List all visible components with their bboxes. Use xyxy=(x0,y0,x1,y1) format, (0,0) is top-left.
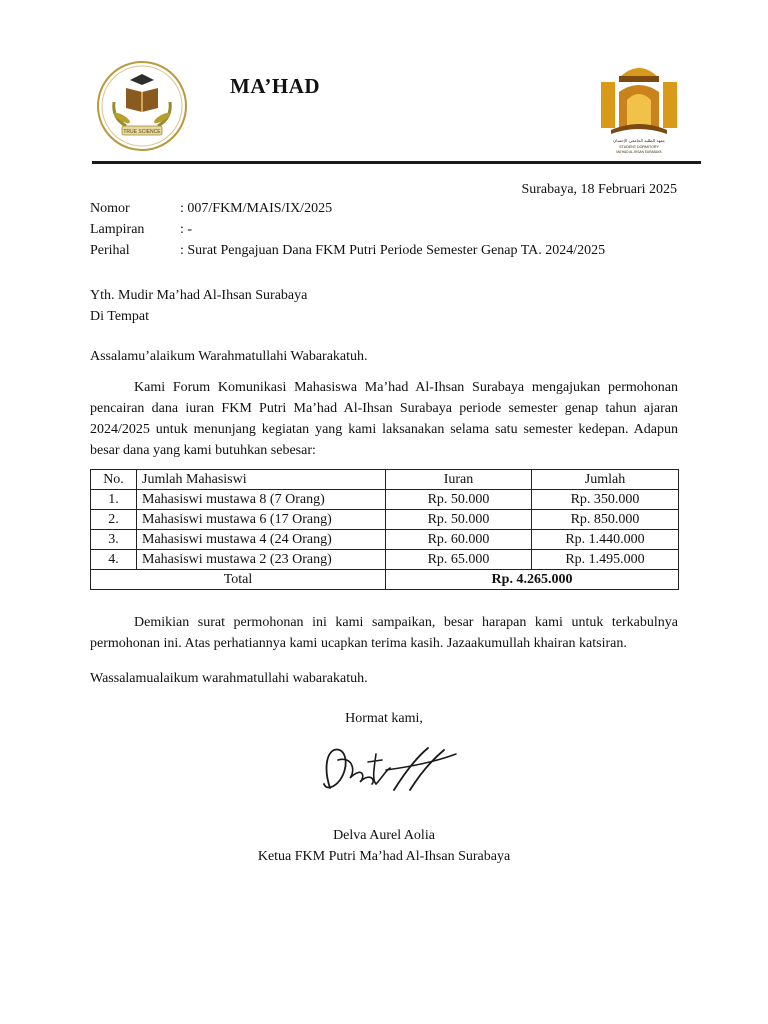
total-label: Total xyxy=(91,570,386,590)
meta-label: Perihal xyxy=(90,243,130,258)
table-row xyxy=(91,530,679,550)
logo-arabic-text: معهد الطلبة الجامعي الإحسان xyxy=(613,138,665,143)
column-header: Iuran xyxy=(386,470,532,490)
logo-text-line-2: STUDENT DORMITORY xyxy=(619,145,659,149)
mahad-building-logo xyxy=(597,58,681,158)
table-cell: Mahasiswi mustawa 8 (7 Orang) xyxy=(137,490,386,510)
opening-greeting: Assalamu’alaikum Warahmatullahi Wabarakatuh. xyxy=(90,349,368,364)
signature-image xyxy=(316,740,462,800)
table-cell: Mahasiswi mustawa 4 (24 Orang) xyxy=(137,530,386,550)
table-cell: 2. xyxy=(91,510,137,530)
logo-text-line-3: MA'HAD AL-IHSAN SURABAYA xyxy=(616,150,662,154)
meta-label: Nomor xyxy=(90,201,130,216)
body-paragraph-1: Kami Forum Komunikasi Mahasiswa Ma’had Al-Ihsan Surabaya mengajukan permohonan pencairan dana iuran FKM Putri Ma’had Al-Ihsan Surabaya periode semester genap tahun ajaran 2024/2025 untuk menunjang kegiatan yang kami laksanakan selama satu semester kedepan. Adapun besar dana yang kami butuhkan sebesar: xyxy=(90,380,678,458)
meta-label: Lampiran xyxy=(90,222,145,237)
table-row xyxy=(91,490,679,510)
letterhead-title: MA’HAD xyxy=(230,74,321,98)
total-value: Rp. 4.265.000 xyxy=(386,570,679,590)
meta-value: : Surat Pengajuan Dana FKM Putri Periode Semester Genap TA. 2024/2025 xyxy=(180,243,606,258)
table-cell: Rp. 60.000 xyxy=(386,530,532,550)
table-row xyxy=(91,550,679,570)
table-cell: Rp. 850.000 xyxy=(532,510,679,530)
table-cell: Rp. 1.440.000 xyxy=(532,530,679,550)
table-cell: 3. xyxy=(91,530,137,550)
table-cell: 4. xyxy=(91,550,137,570)
table-cell: Mahasiswi mustawa 2 (23 Orang) xyxy=(137,550,386,570)
closing-greeting: Wassalamualaikum warahmatullahi wabarakatuh. xyxy=(90,671,368,686)
meta-value: : 007/FKM/MAIS/IX/2025 xyxy=(180,201,333,216)
column-header: Jumlah xyxy=(532,470,679,490)
table-cell: Rp. 65.000 xyxy=(386,550,532,570)
recipient xyxy=(90,285,678,327)
column-header: Jumlah Mahasiswi xyxy=(137,470,386,490)
table-row xyxy=(91,510,679,530)
body-paragraph-2: Demikian surat permohonan ini kami sampaikan, besar harapan kami untuk terkabulnya permohonan ini. Atas perhatiannya kami ucapkan terima kasih. Jazaakumullah khairan katsiran. xyxy=(90,615,678,651)
place-date: Surabaya, 18 Februari 2025 xyxy=(521,182,677,197)
table-cell: Mahasiswi mustawa 6 (17 Orang) xyxy=(137,510,386,530)
table-total-row xyxy=(91,570,679,590)
table-cell: 1. xyxy=(91,490,137,510)
table-cell: Rp. 350.000 xyxy=(532,490,679,510)
closing-phrase: Hormat kami, xyxy=(345,711,423,726)
letter-meta xyxy=(90,201,605,264)
meta-row-lampiran xyxy=(90,222,605,243)
logo-motto: TRUE SCIENCE xyxy=(123,129,161,135)
table-cell: Rp. 50.000 xyxy=(386,510,532,530)
meta-value: : - xyxy=(180,222,193,237)
recipient-line-1: Yth. Mudir Ma’had Al-Ihsan Surabaya xyxy=(90,288,308,303)
recipient-line-2: Di Tempat xyxy=(90,309,150,324)
column-header: No. xyxy=(91,470,137,490)
signer-title: Ketua FKM Putri Ma’had Al-Ihsan Surabaya xyxy=(257,849,511,864)
institution-seal-logo xyxy=(96,58,188,154)
signer-name: Delva Aurel Aolia xyxy=(333,828,435,843)
meta-row-perihal xyxy=(90,243,605,264)
funding-table xyxy=(90,469,679,590)
table-cell: Rp. 1.495.000 xyxy=(532,550,679,570)
letterhead-divider xyxy=(92,161,701,164)
meta-row-nomor xyxy=(90,201,605,222)
table-header-row xyxy=(91,470,679,490)
table-cell: Rp. 50.000 xyxy=(386,490,532,510)
